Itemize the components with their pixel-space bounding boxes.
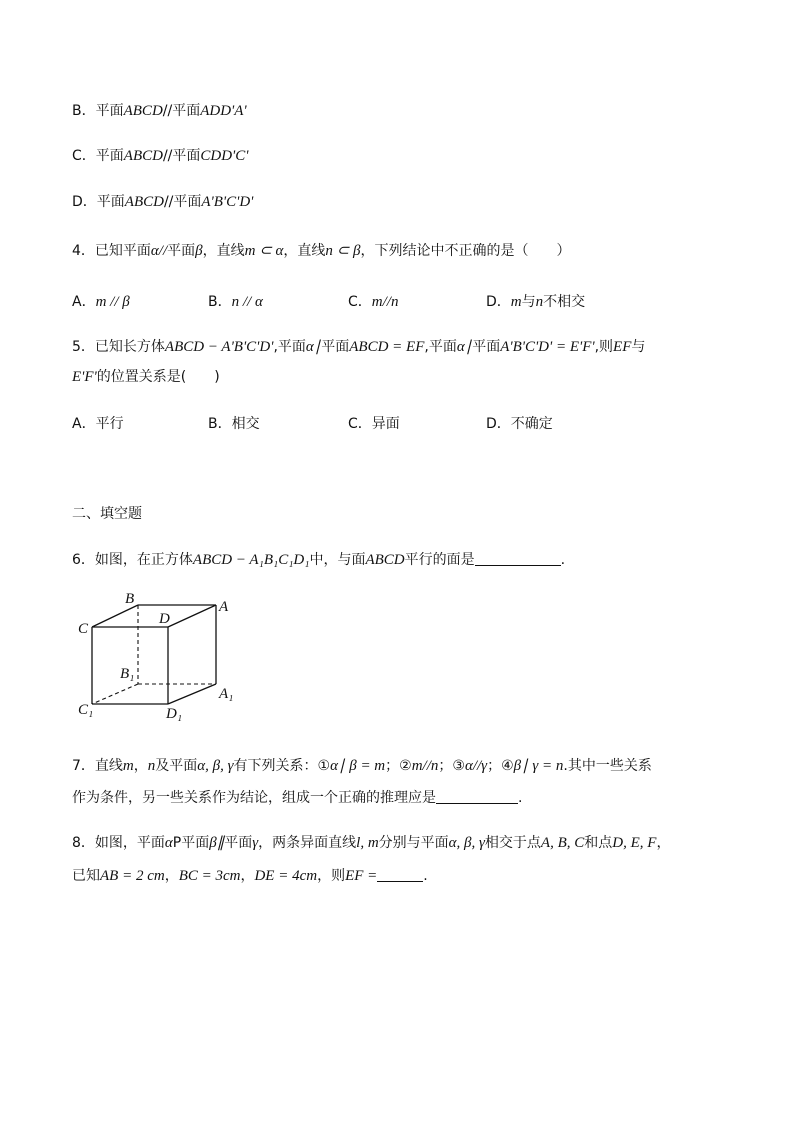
q6-answer-blank[interactable] (475, 551, 561, 566)
cube-label-c: C (78, 621, 89, 637)
q5-option-b: B．相交 (208, 416, 260, 432)
q4-option-a: A．m // β (72, 294, 130, 310)
q3-option-d: D．平面ABCD//平面A'B'C'D' (72, 194, 254, 210)
q5-option-c: C．异面 (348, 416, 400, 432)
cube-label-b: B (125, 591, 135, 607)
q4-option-d: D．m与n不相交 (486, 294, 586, 310)
q8-stem-line2: 已知AB = 2 cm，BC = 3cm，DE = 4cm，则EF = . (72, 868, 428, 884)
q3-option-c: C．平面ABCD//平面CDD'C' (72, 148, 249, 164)
q8-stem-line1: 8．如图，平面αP平面β∥平面γ，两条异面直线l, m分别与平面α, β, γ相交于点A, B, C和点D, E, F， (72, 835, 671, 851)
cube-label-a: A (219, 599, 229, 615)
q7-stem-line1: 7．直线m，n及平面α, β, γ有下列关系：①α∣ β = m；②m//n；③α//γ；④β∣ γ = n.其中一些关系 (72, 758, 652, 774)
q5-option-d: D．不确定 (486, 416, 553, 432)
q7-answer-blank[interactable] (436, 789, 518, 804)
cube-label-b1: B₁ (120, 666, 135, 682)
cube-label-a1: A₁ (219, 686, 234, 702)
section-title-fill-in: 二、填空题 (72, 506, 142, 522)
q7-stem-line2: 作为条件，另一些关系作为结论，组成一个正确的推理应是 . (72, 790, 523, 806)
q5-option-a: A．平行 (72, 416, 124, 432)
cube-label-d: D (159, 611, 170, 627)
hidden-edge-b1-c1 (92, 684, 138, 704)
edge-a1-d1 (168, 684, 216, 704)
cube-label-c1: C₁ (78, 702, 94, 718)
edge-a-d (168, 605, 216, 627)
q6-stem: 6．如图，在正方体ABCD − A₁B₁C₁D₁中，与面ABCD平行的面是 . (72, 552, 566, 568)
q3-option-b: B．平面ABCD//平面ADD'A' (72, 103, 247, 119)
cube-label-d1: D₁ (166, 706, 183, 722)
cube-figure (72, 590, 252, 730)
q4-stem: 4．已知平面α//平面β，直线m ⊂ α，直线n ⊂ β，下列结论中不正确的是（ ） (72, 243, 571, 259)
q5-stem-line1: 5．已知长方体ABCD − A'B'C'D',平面α∣平面ABCD = EF,平面α∣平面A'B'C'D' = E'F',则EF与 (72, 339, 646, 355)
q5-stem-line2: E'F'的位置关系是( ) (72, 369, 220, 385)
q8-answer-blank[interactable] (377, 867, 423, 882)
q4-option-b: B．n // α (208, 294, 263, 310)
q4-option-c: C．m//n (348, 294, 399, 310)
edge-c-b (92, 605, 138, 627)
